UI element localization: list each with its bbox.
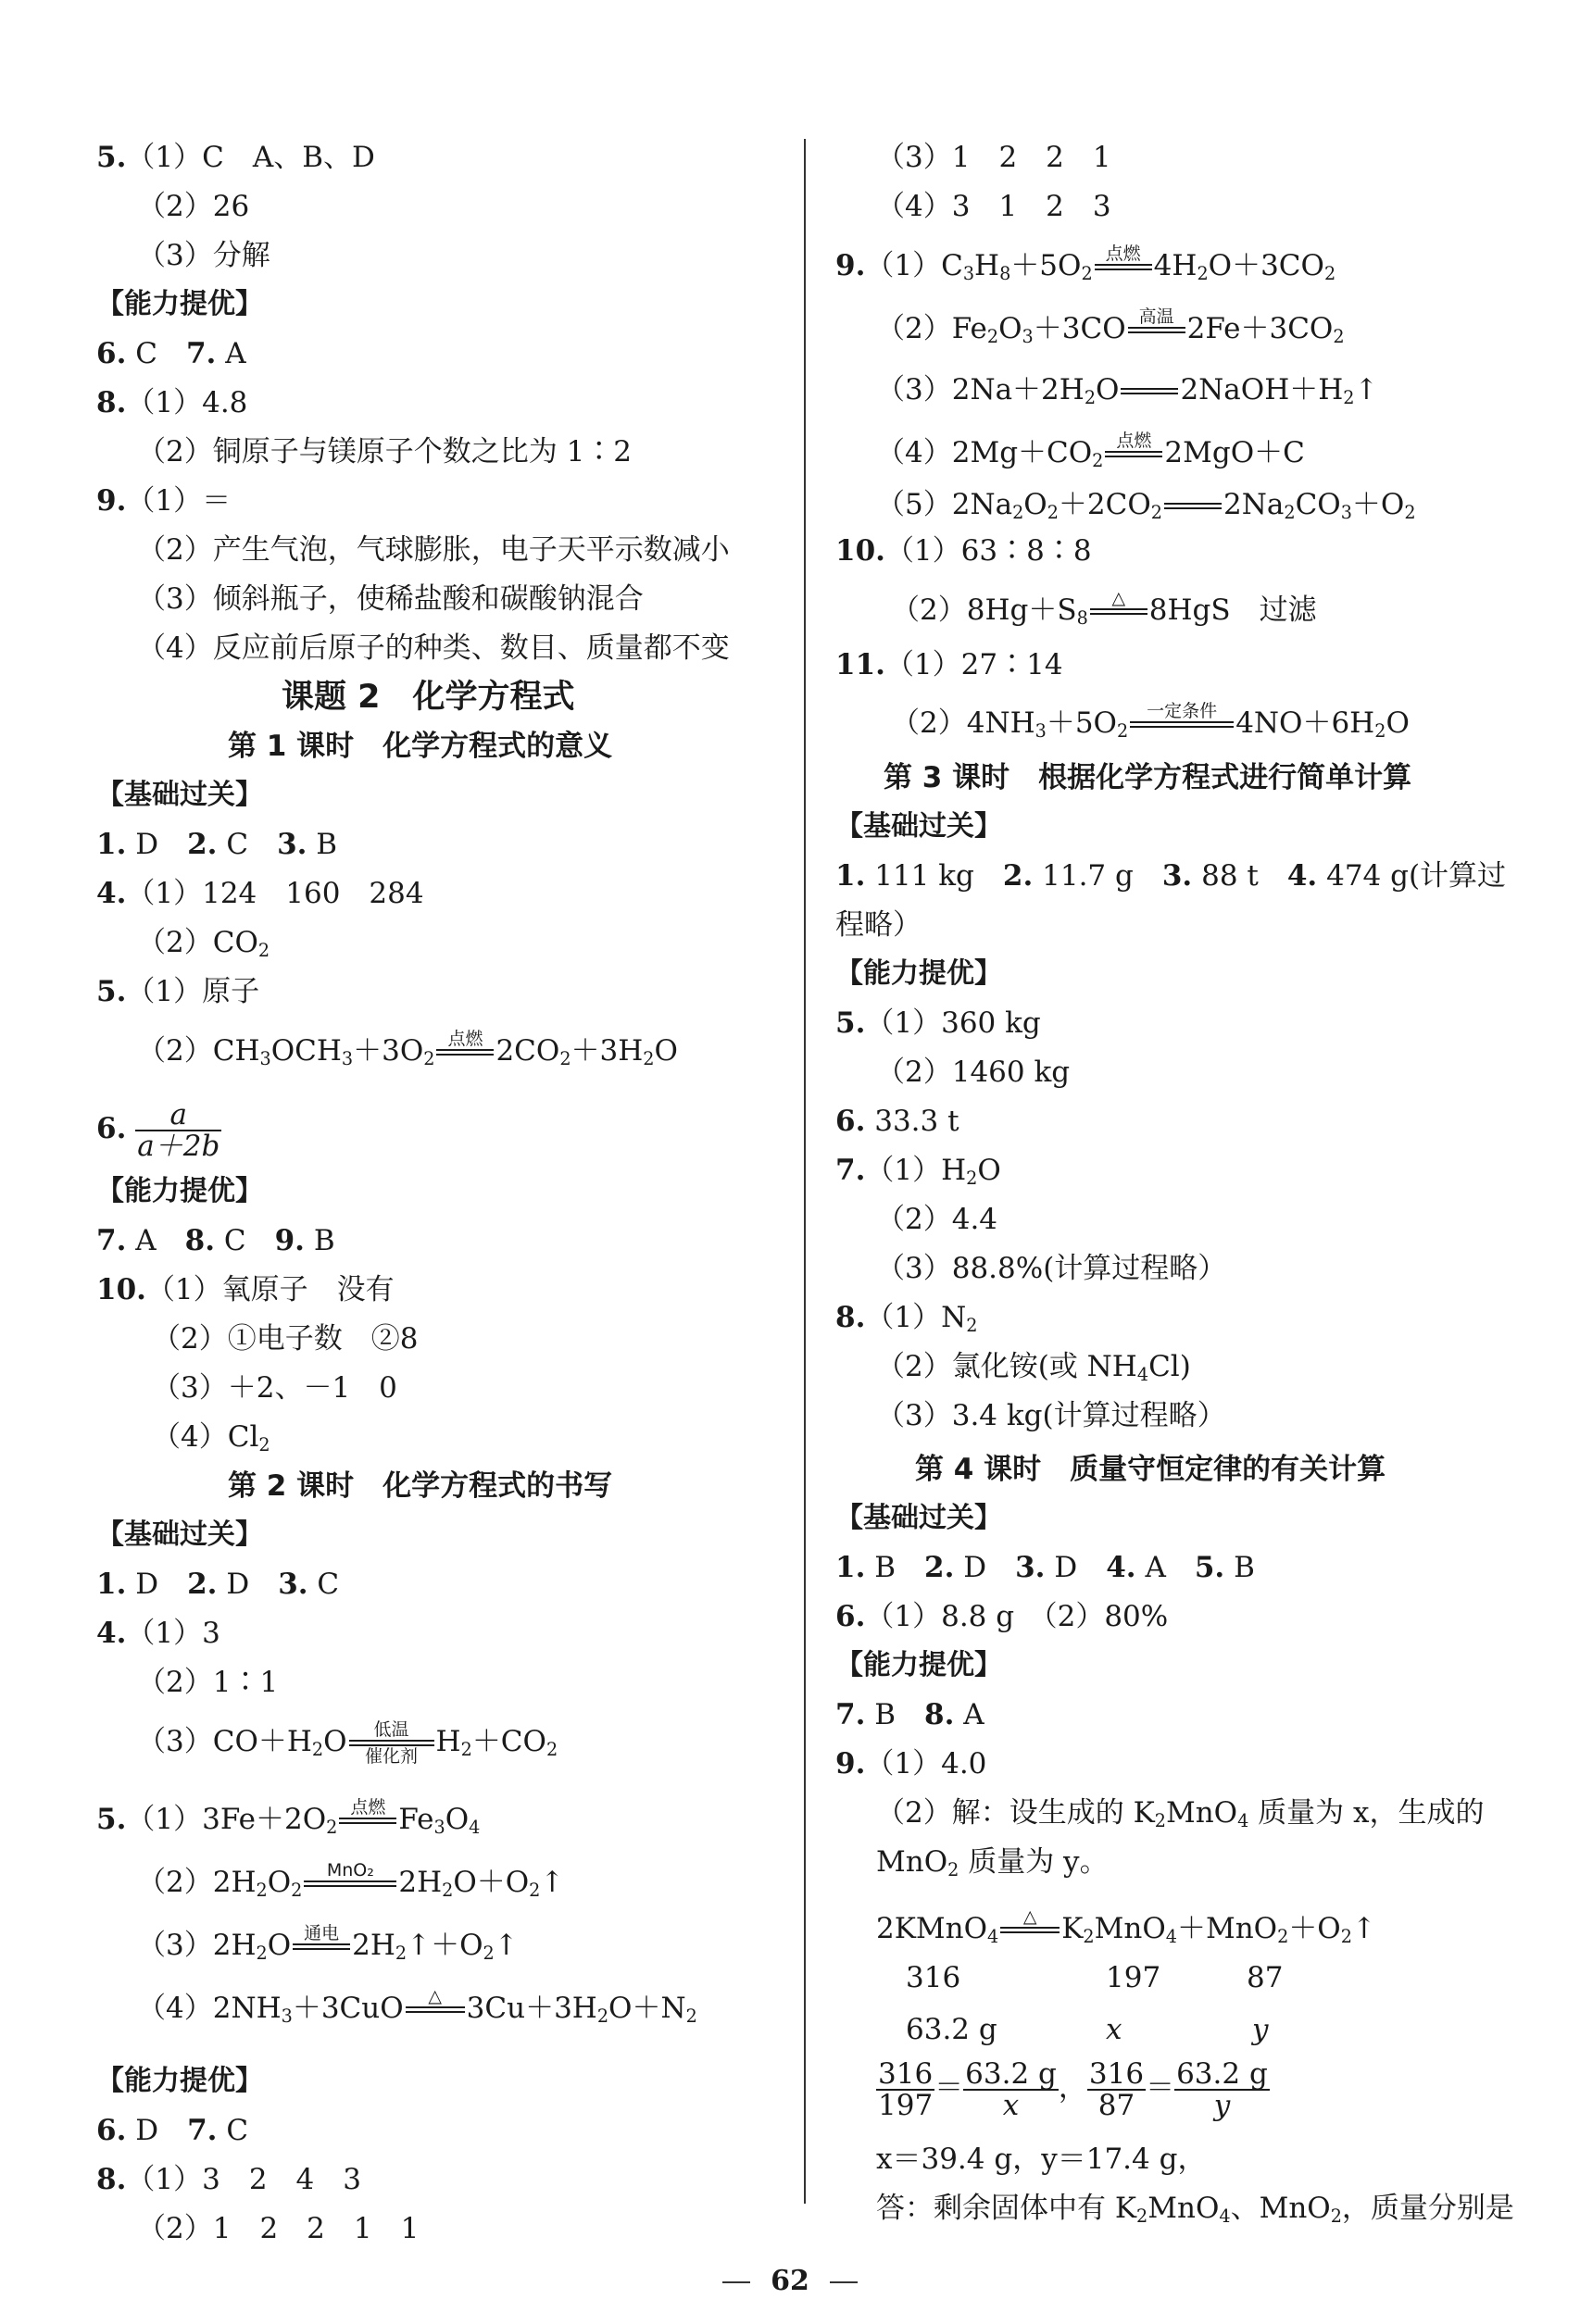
d5-equation4: $(4)2NH_3+3CuO$ △ $3Cu+3H_2O+N_2$: [137, 1987, 697, 2035]
lesson3-title: 第 3 课时 根据化学方程式进行简单计算: [884, 761, 1412, 794]
f1-4-line: 1. 111 kg 2. 11.7 g 3. 88 t 4. 474 g(计算过: [835, 859, 1507, 893]
d4-line1: 4.（1）3: [96, 1617, 220, 1650]
d5-equation2: $(2)2H_2O_2$ MnO₂ $2H_2O+O_2↑$: [137, 1861, 564, 1909]
section-heading: 【基础过关】: [96, 1518, 263, 1551]
g5-line2: （2）1460 kg: [876, 1056, 1071, 1089]
g7-line2: （2）4.4: [876, 1203, 998, 1236]
reaction-condition: 点燃: [436, 1030, 494, 1075]
q6-7-line: 6. C 7. A: [96, 337, 246, 370]
q9-line1: 9.（1）＝: [96, 484, 232, 518]
q5-line1: 5.（1）C A、B、D: [96, 141, 375, 174]
value-3: y: [1252, 2013, 1269, 2046]
q5-line3: （3）分解: [137, 239, 270, 272]
c10-line2: （2）①电子数 ②8: [152, 1322, 419, 1356]
section-heading: 【能力提优】: [835, 957, 1002, 990]
fraction: $\frac{316}{197}$: [878, 2056, 934, 2122]
b4-line2: $(2)CO_2$: [137, 926, 270, 961]
g5-line1: 5.（1）360 kg: [835, 1006, 1041, 1040]
section-heading: 【基础过关】: [835, 1502, 1002, 1534]
q9-line3: （3）倾斜瓶子，使稀盐酸和碳酸钠混合: [137, 582, 644, 616]
i7-8-line: 7. B 8. A: [835, 1698, 984, 1731]
fraction: $\frac{316}{87}$: [1088, 2056, 1145, 2122]
topic-title: 课题 2 化学方程式: [282, 679, 575, 716]
g8-line3: （3）3.4 kg(计算过程略）: [876, 1399, 1226, 1432]
reaction-equals: [1121, 369, 1178, 414]
page-number: 62: [0, 2265, 1580, 2297]
b4-line1: 4.（1）124 160 284: [96, 877, 424, 910]
r10-line1: 10.（1）63∶8∶8: [835, 534, 1092, 568]
r9-equation3: $(3)2Na+2H_2O$ $2NaOH+H_2↑$: [876, 369, 1378, 417]
c10-line1: 10.（1）氧原子 没有: [96, 1273, 395, 1306]
r8-line3: （3）1 2 2 1: [876, 141, 1111, 174]
e8-line2: （2）1 2 2 1 1: [137, 2212, 420, 2245]
molar-mass-1: 316: [906, 1961, 961, 1994]
section-heading: 【能力提优】: [96, 288, 263, 320]
r11-line1: 11.（1）27∶14: [835, 648, 1063, 681]
lesson1-title: 第 1 课时 化学方程式的意义: [228, 730, 613, 763]
h1-5-line: 1. B 2. D 3. D 4. A 5. B: [835, 1551, 1255, 1584]
i9-result: x＝39.4 g，y＝17.4 g，: [876, 2143, 1207, 2176]
molar-mass-2: 197: [1106, 1961, 1161, 1994]
i9-answer: 答：剩余固体中有 $K_2MnO_4$、MnO$_2$，质量分别是: [876, 2192, 1514, 2227]
reaction-condition: 点燃: [339, 1798, 396, 1843]
g6-line: 6. 33.3 t: [835, 1105, 959, 1138]
r8-line4: （4）3 1 2 3: [876, 190, 1111, 223]
molar-mass-3: 87: [1247, 1961, 1284, 1994]
d5-equation1: $5.(1)3Fe+2O_2$ 点燃 $Fe_3O_4$: [96, 1798, 480, 1846]
d5-equation3: $(3)2H_2O$ 通电 $2H_2↑+O_2↑$: [137, 1924, 519, 1972]
c10-line4: $(4)Cl_2$: [152, 1420, 270, 1456]
h6-line: 6.（1）8.8 g （2）80%: [835, 1600, 1169, 1633]
value-1: 63.2 g: [906, 2013, 997, 2046]
i9-line3: MnO$_2$ 质量为 y。: [876, 1845, 1109, 1880]
b5-equation: $(2)CH_3OCH_3+3O_2$ 点燃 $2CO_2+3H_2O$: [137, 1030, 678, 1078]
r9-equation1: $9.(1)C_3H_8+5O_2$ 点燃 $4H_2O+3CO_2$: [835, 244, 1335, 293]
section-heading: 【基础过关】: [96, 779, 263, 811]
d4-equation: $(3)CO+H_2O$ 低温 催化剂 $H_2+CO_2$: [137, 1719, 558, 1767]
reaction-condition: 高温: [1128, 307, 1185, 353]
fraction: $\frac{63.2 g}{x}$: [965, 2056, 1057, 2122]
i9-line2: （2）解：设生成的 $K_2MnO_4$ 质量为 x，生成的: [876, 1796, 1485, 1831]
q9-line4: （4）反应前后原子的种类、数目、质量都不变: [137, 631, 730, 665]
reaction-condition: △: [406, 1987, 465, 2032]
reaction-condition: MnO₂: [304, 1861, 396, 1906]
section-heading: 【基础过关】: [835, 810, 1002, 843]
c7-9-line: 7. A 8. C 9. B: [96, 1224, 335, 1257]
reaction-condition: 低温 催化剂: [349, 1720, 434, 1766]
reaction-condition: 一定条件: [1130, 702, 1234, 747]
reaction-condition: △: [1090, 589, 1147, 634]
b6-line: 6. $\frac{a}{a+2b}$: [96, 1097, 220, 1163]
r9-equation5: $(5)2Na_2O_2+2CO_2$ $2Na_2CO_3+O_2$: [876, 483, 1416, 531]
g7-line3: （3）88.8%(计算过程略）: [876, 1252, 1227, 1285]
i9-line1: 9.（1）4.0: [835, 1747, 987, 1780]
lesson4-title: 第 4 课时 质量守恒定律的有关计算: [915, 1453, 1386, 1486]
c10-line3: （3）＋2、－1 0: [152, 1371, 397, 1405]
q8-line1: 8.（1）4.8: [96, 386, 248, 419]
d1-3-line: 1. D 2. D 3. C: [96, 1568, 340, 1601]
q9-line2: （2）产生气泡，气球膨胀，电子天平示数减小: [137, 533, 730, 567]
g8-line2: （2）氯化铵(或 $NH_4Cl$): [876, 1350, 1191, 1385]
e8-line1: 8.（1）3 2 4 3: [96, 2163, 361, 2196]
g7-line1: $7.(1)H_2O$: [835, 1154, 1001, 1189]
section-heading: 【能力提优】: [96, 1175, 263, 1207]
r9-equation2: $(2)Fe_2O_3+3CO$ 高温 $2Fe+3CO_2$: [876, 307, 1345, 356]
reaction-condition: 点燃: [1105, 431, 1162, 477]
reaction-condition: 点燃: [1095, 244, 1152, 290]
i9-equation: 2KMnO$_4$ △ $K_2MnO_4+MnO_2+O_2↑$: [876, 1907, 1376, 1955]
q5-line2: （2）26: [137, 190, 250, 223]
reaction-equals: [1164, 483, 1222, 529]
lesson2-title: 第 2 课时 化学方程式的书写: [228, 1469, 613, 1503]
proportion-equations: $\frac{316}{197}$ ＝ $\frac{63.2 g}{x}$ ， $\frac{316}{87}$ ＝ $\frac{63.2 g}{y}$: [878, 2056, 1268, 2122]
e6-7-line: 6. D 7. C: [96, 2114, 249, 2147]
value-2: x: [1106, 2013, 1122, 2046]
reaction-condition: △: [1000, 1907, 1060, 1953]
f4-continuation: 程略）: [835, 908, 922, 942]
r11-equation: $(2)4NH_3+5O_2$ 一定条件 $4NO+6H_2O$: [891, 702, 1410, 750]
column-divider: [804, 139, 806, 2204]
fraction: $\frac{a}{a+2b}$: [137, 1097, 220, 1163]
reaction-condition: 通电: [293, 1924, 350, 1969]
b1-3-line: 1. D 2. C 3. B: [96, 828, 338, 861]
fraction: $\frac{63.2 g}{y}$: [1176, 2056, 1268, 2122]
d4-line2: （2）1∶1: [137, 1666, 279, 1699]
r9-equation4: $(4)2Mg+CO_2$ 点燃 2MgO＋C: [876, 431, 1305, 480]
g8-line1: $8.(1)N_2$: [835, 1301, 978, 1336]
q8-line2: （2）铜原子与镁原子个数之比为 1∶2: [137, 435, 633, 469]
r10-equation: $(2)8Hg+S_8$ △ 8HgS 过滤: [891, 589, 1317, 637]
b5-line1: 5.（1）原子: [96, 975, 260, 1008]
section-heading: 【能力提优】: [835, 1649, 1002, 1681]
section-heading: 【能力提优】: [96, 2065, 263, 2097]
